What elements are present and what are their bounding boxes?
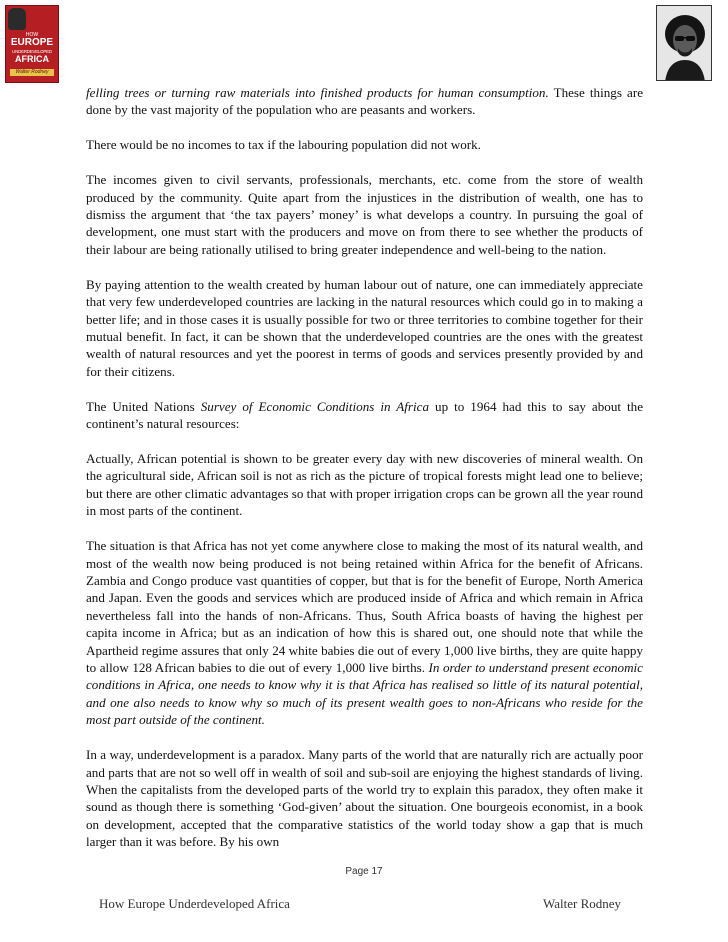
- book-cover-thumbnail: [5, 5, 59, 83]
- paragraph: The incomes given to civil servants, professionals, merchants, etc. come from the store of wealth produced by the community. Quite apart from the injustices in the distribution of wealth, one has to dismiss the argument that ‘the tax payers’ money’ is what develops a country. In pursuing the goal of development, one must start with the producers and move on from there to see whether the products of their labour are being rationally utilised to bring greater independence and well-being to the nation.: [86, 172, 643, 257]
- paragraph: By paying attention to the wealth created by human labour out of nature, one can immediately appreciate that very few underdeveloped countries are lacking in the natural resources which could go in to making a better life; and in those cases it is usually possible for two or three territories to combine together for their mutual benefit. In fact, it can be shown that the underdeveloped countries are the ones with the greatest wealth of natural resources and yet the poorest in terms of goods and services presently provided by and for their citizens.: [86, 276, 643, 379]
- paragraph-text: The United Nations: [86, 398, 201, 414]
- paragraph-text: The situation is that Africa has not yet come anywhere close to making the most of its natural wealth, and most of the wealth now being produced is not being retained within Africa for the benefit of Africans. Zambia and Congo produce vast quantities of copper, but that is for the benefit of Europe, North America and Japan. Even the goods and services which are produced inside of Africa and which remain in Africa nevertheless fall into the hands of non-Africans. Thus, South Africa boasts of having the highest per capita income in Africa; but as an indication of how this is shared out, one should note that while the Apartheid regime assures that only 24 white babies die out of every 1,000 live births, they are quite happy to allow 128 African babies to die out of every 1,000 live births.: [86, 538, 643, 675]
- author-portrait: [656, 5, 712, 81]
- footer-author: Walter Rodney: [543, 896, 622, 911]
- italic-text: In order to understand present economic conditions in Africa, one needs to know why it is that Africa has realised so little of its natural potential, and one also needs to know why so much of its present wealth goes to non-Africans who reside for the most part outside of the continent.: [86, 659, 643, 728]
- footer-book-title: How Europe Underdeveloped Africa: [99, 896, 290, 911]
- cover-title-line4: AFRICA: [15, 54, 49, 64]
- block-quote: Actually, African potential is shown to be greater every day with new discoveries of mineral wealth. On the agricultural side, African soil is not as rich as the picture of tropical forests might lead one to believe; but there are other climatic advantages so that with proper irrigation crops can be grown all the year round in most parts of the continent.: [86, 451, 644, 519]
- author-portrait-icon: [657, 6, 712, 81]
- paragraph: In a way, underdevelopment is a paradox. Many parts of the world that are naturally rich are actually poor and parts that are not so well off in wealth of soil and sub-soil are enjoying the highest standards of living. When the capitalists from the developed parts of the world try to explain this paradox, they often make it sound as though there is something ‘God-given’ about the situation. One bourgeois economist, in a book on development, accepted that the comparative statistics of the world today show a gap that is much larger than it was before. By his own: [86, 747, 643, 850]
- cover-title-line3: UNDERDEVELOPED: [12, 49, 52, 54]
- page-number: Page 17: [345, 866, 383, 877]
- page-body: [86, 84, 643, 868]
- paragraph: [86, 537, 643, 728]
- paragraph: [86, 398, 643, 433]
- cover-title-line2: EUROPE: [10, 37, 54, 48]
- paragraph-text: up to 1964 had this to say about the continent’s natural resources:: [86, 398, 644, 432]
- paragraph: [86, 84, 643, 119]
- cover-title-line1: HOW: [25, 32, 39, 38]
- cover-author: Walter Rodney: [10, 69, 54, 76]
- raised-fist-icon: [8, 8, 26, 30]
- italic-text: felling trees or turning raw materials into finished products for human consumption.: [86, 85, 549, 100]
- paragraph-text: These things are done by the vast majority of the population who are peasants and workers.: [86, 85, 644, 118]
- paragraph: There would be no incomes to tax if the labouring population did not work.: [86, 137, 481, 153]
- italic-text: Survey of Economic Conditions in Africa: [200, 398, 430, 414]
